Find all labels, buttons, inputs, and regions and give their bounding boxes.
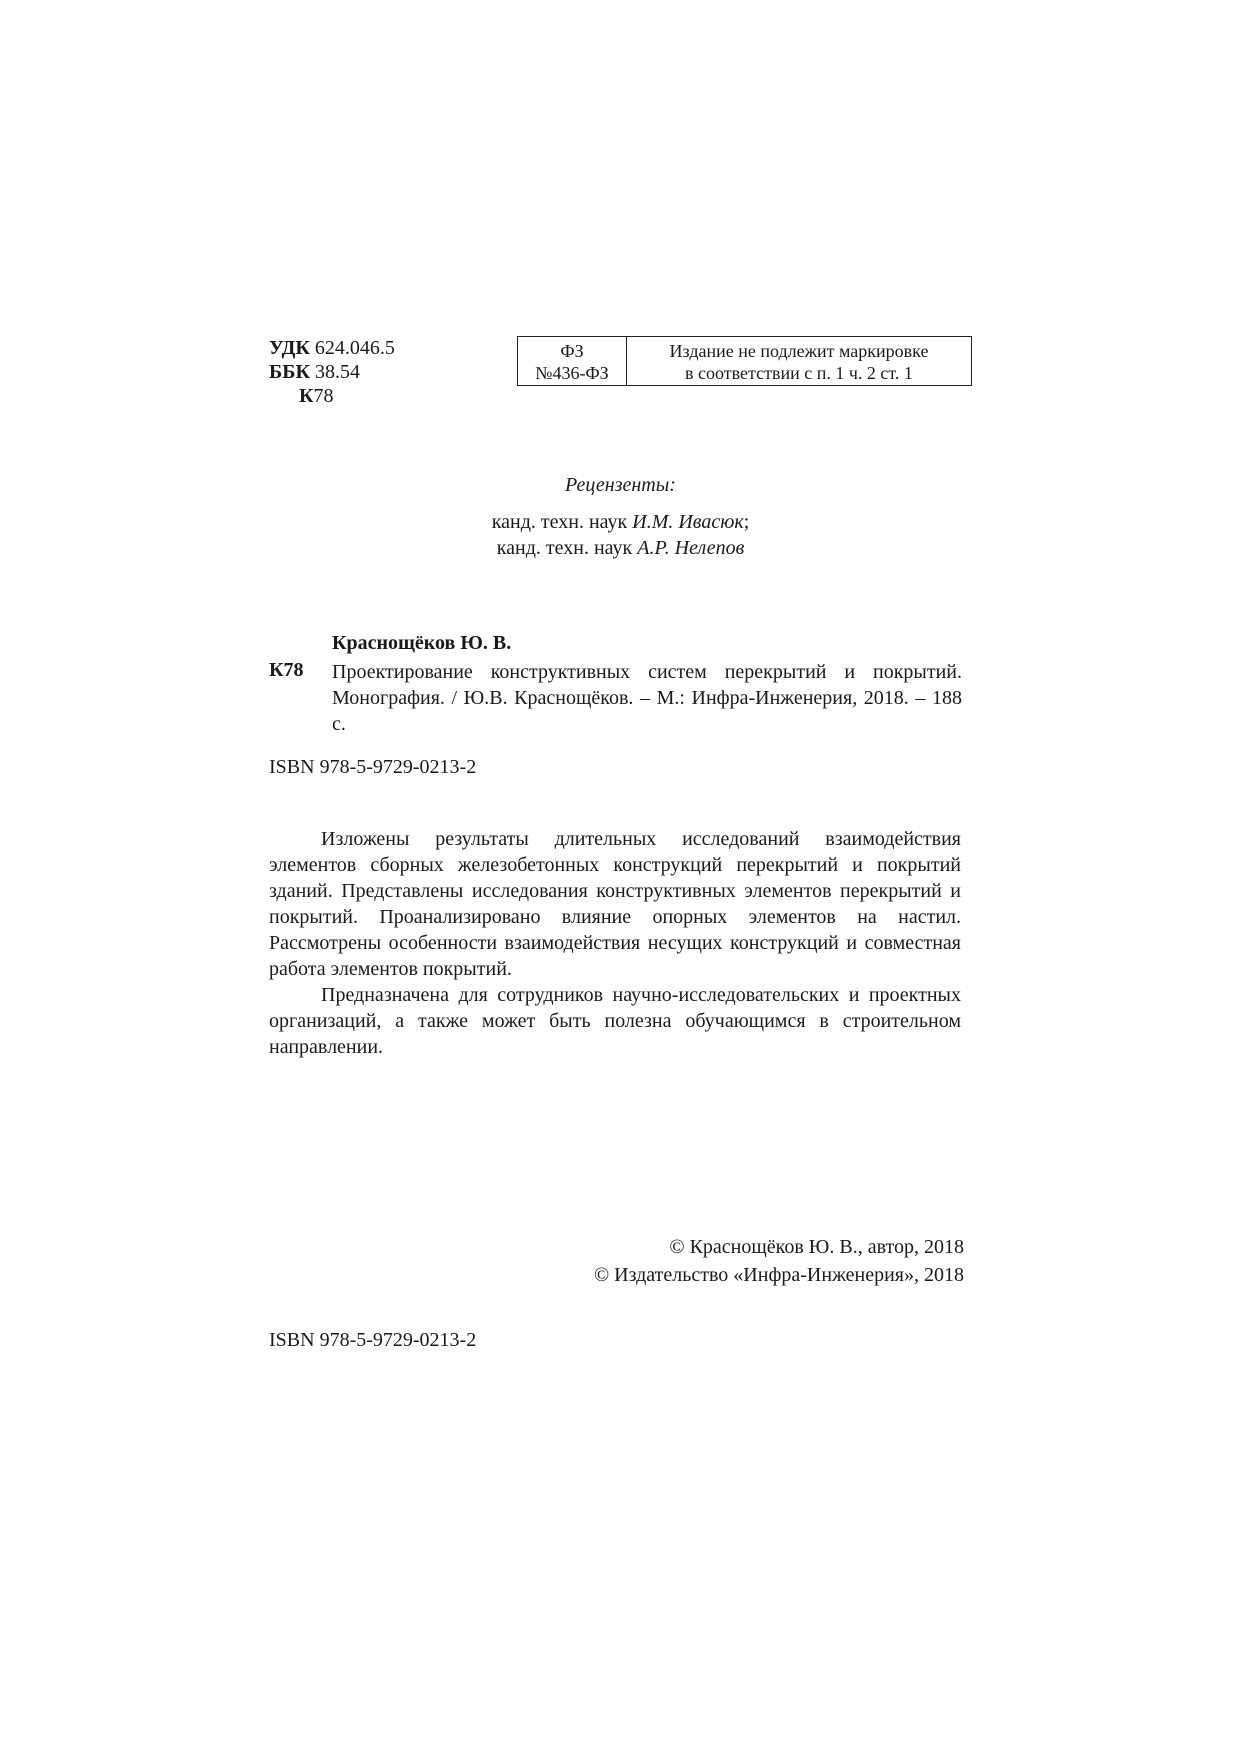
bbk-label: ББК xyxy=(269,361,310,383)
reviewer-degree: канд. техн. наук xyxy=(491,511,628,533)
bib-author: Краснощёков Ю. В. xyxy=(332,632,512,654)
annotation-paragraph: Изложены результаты длительных исследований взаимодействия элементов сборных железобетонных конструкций перекрытий и покрытий зданий. Представлены исследования конструктивных элементов перекрытий и покрытий. Проанализировано влияние опорных элементов на настил. Рассмотрены особенности взаимодействия несущих конструкций и совместная работа элементов покрытий. xyxy=(269,828,961,980)
notice-cell xyxy=(627,337,971,385)
law-line-1: ФЗ xyxy=(560,341,584,361)
marking-notice-box xyxy=(517,336,972,386)
bib-description: Проектирование конструктивных систем перекрытий и покрытий. Монография. / Ю.В. Краснощёков. – М.: Инфра-Инженерия, 2018. – 188 с. xyxy=(332,661,962,735)
udk-value: 624.046.5 xyxy=(314,337,395,359)
isbn-top: ISBN 978-5-9729-0213-2 xyxy=(269,756,477,778)
reviewer-name: А.Р. Нелепов xyxy=(637,537,745,559)
notice-line-2: в соответствии с п. 1 ч. 2 ст. 1 xyxy=(685,363,913,383)
udk-line xyxy=(269,336,395,360)
copyright-publisher: © Издательство «Инфра-Инженерия», 2018 xyxy=(593,1264,964,1286)
reviewer-name: И.М. Ивасюк xyxy=(632,511,744,533)
bbk-line xyxy=(269,360,395,384)
bib-author-code: К78 xyxy=(269,659,304,681)
law-line-2: №436-ФЗ xyxy=(535,363,609,383)
author-code-number: 78 xyxy=(313,385,334,407)
bbk-value: 38.54 xyxy=(314,361,360,383)
udk-label: УДК xyxy=(269,337,310,359)
reviewer-degree: канд. техн. наук xyxy=(496,537,633,559)
reviewer-item xyxy=(0,535,1241,561)
author-code-line xyxy=(269,384,395,408)
classification-block xyxy=(269,336,395,408)
reviewers-list xyxy=(0,509,1241,561)
reviewers-heading: Рецензенты: xyxy=(565,474,676,496)
law-reference-cell xyxy=(518,337,627,385)
author-code-letter: К xyxy=(299,385,314,407)
notice-line-1: Издание не подлежит маркировке xyxy=(669,341,929,361)
copyright-block xyxy=(594,1233,964,1289)
copyright-author: © Краснощёков Ю. В., автор, 2018 xyxy=(669,1236,964,1258)
isbn-bottom: ISBN 978-5-9729-0213-2 xyxy=(269,1329,477,1351)
reviewer-item xyxy=(0,509,1241,535)
annotation-paragraph: Предназначена для сотрудников научно-исследовательских и проектных организаций, а также может быть полезна обучающимся в строительном направлении. xyxy=(269,984,961,1058)
annotation xyxy=(269,826,961,1060)
reviewer-punct: ; xyxy=(743,511,750,533)
